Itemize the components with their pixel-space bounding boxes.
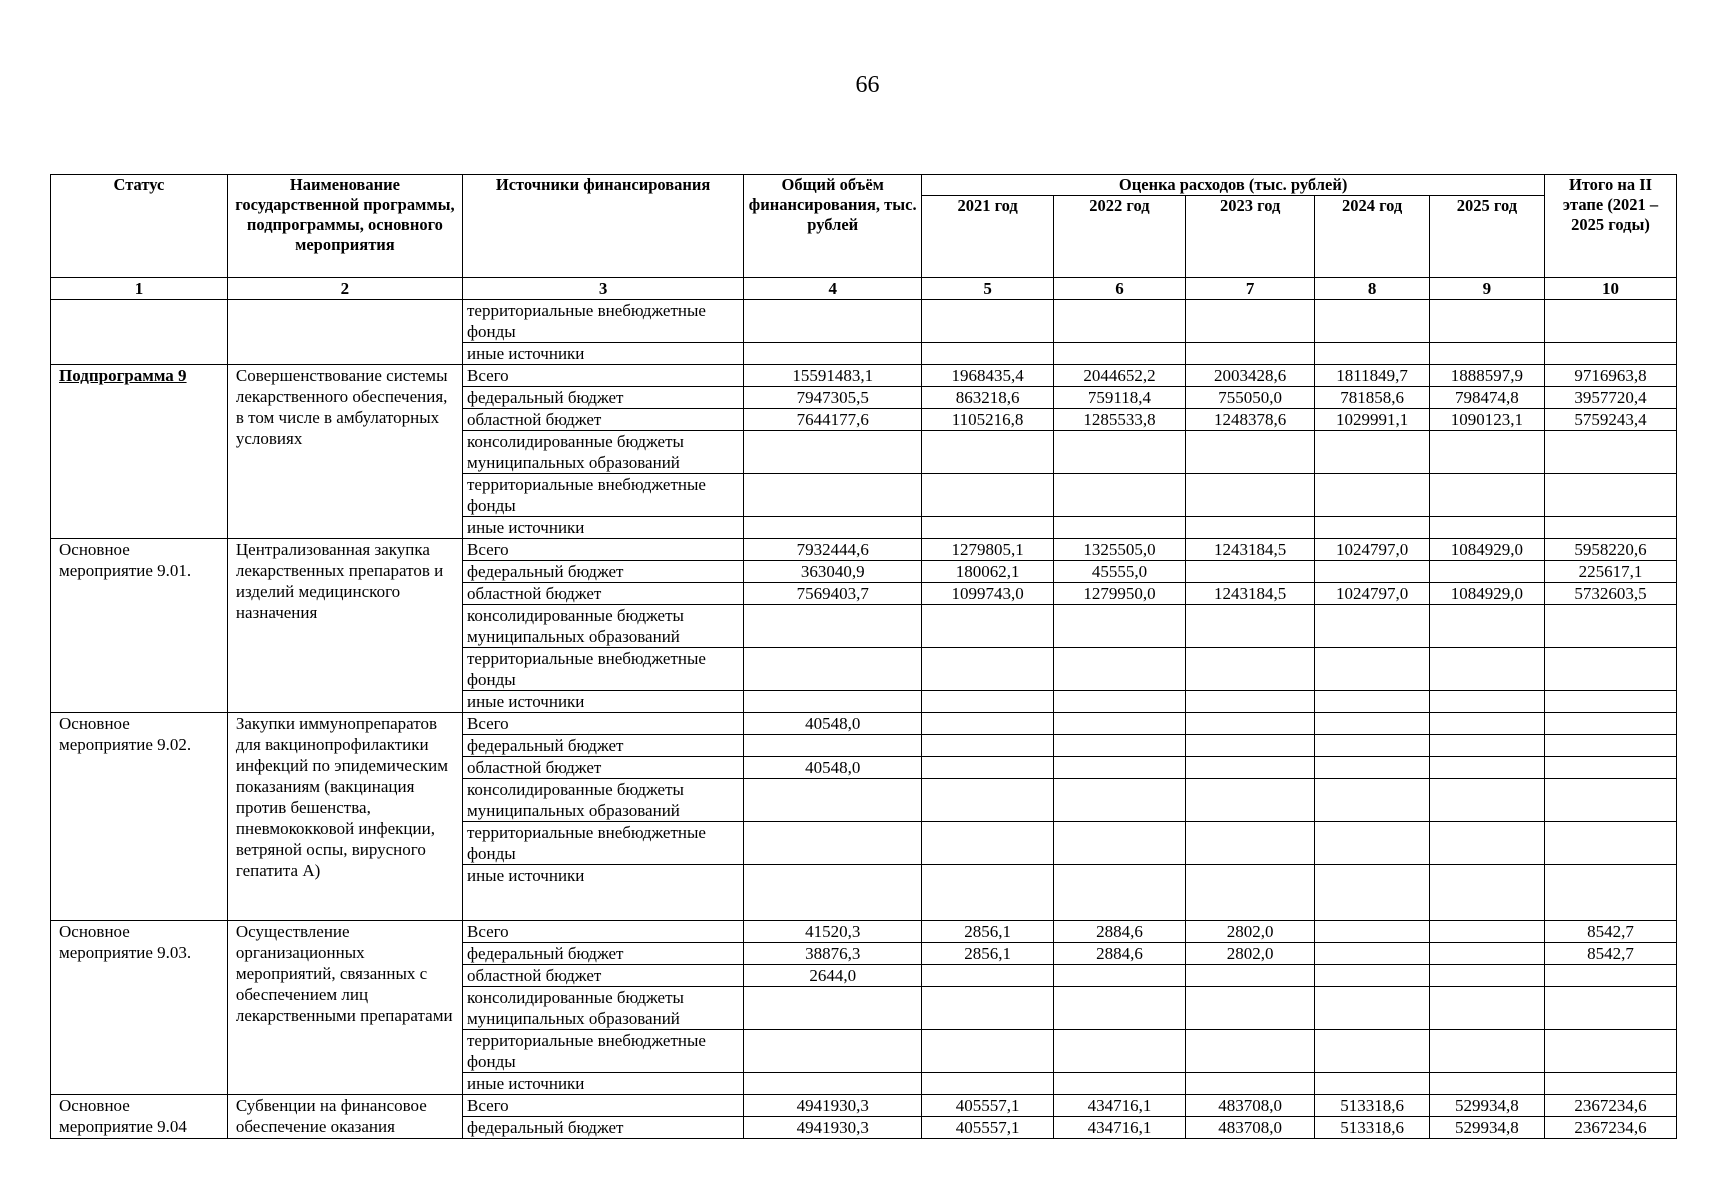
source-cell: Всего (462, 713, 743, 735)
value-cell: 15591483,1 (744, 365, 922, 387)
value-cell: 513318,6 (1315, 1117, 1429, 1139)
value-cell (1054, 757, 1186, 779)
value-cell (1545, 779, 1677, 822)
value-cell (1545, 648, 1677, 691)
value-cell: 2802,0 (1185, 943, 1315, 965)
status-cell (51, 921, 228, 1095)
source-cell: консолидированные бюджеты муниципальных образований (462, 605, 743, 648)
value-cell (1429, 713, 1544, 735)
table-body (51, 300, 1677, 1139)
value-cell (1315, 943, 1429, 965)
value-cell: 755050,0 (1185, 387, 1315, 409)
source-cell: Всего (462, 539, 743, 561)
value-cell (1429, 1073, 1544, 1095)
value-cell (1054, 648, 1186, 691)
value-cell (1429, 865, 1544, 921)
value-cell: 2884,6 (1054, 921, 1186, 943)
value-cell: 483708,0 (1185, 1095, 1315, 1117)
value-cell (1545, 517, 1677, 539)
value-cell: 4941930,3 (744, 1095, 922, 1117)
value-cell (1054, 605, 1186, 648)
value-cell (1429, 943, 1544, 965)
value-cell (1315, 757, 1429, 779)
value-cell: 1285533,8 (1054, 409, 1186, 431)
value-cell: 863218,6 (922, 387, 1054, 409)
value-cell (1545, 431, 1677, 474)
value-cell (744, 865, 922, 921)
value-cell (1429, 965, 1544, 987)
value-cell: 2802,0 (1185, 921, 1315, 943)
value-cell (1054, 517, 1186, 539)
value-cell (1315, 300, 1429, 343)
header-name: Наименование государственной программы, подпрограммы, основного мероприятия (227, 175, 462, 278)
value-cell: 405557,1 (922, 1095, 1054, 1117)
value-cell (922, 735, 1054, 757)
source-cell: иные источники (462, 343, 743, 365)
value-cell: 1888597,9 (1429, 365, 1544, 387)
value-cell: 2367234,6 (1545, 1117, 1677, 1139)
value-cell (1185, 561, 1315, 583)
value-cell (1429, 779, 1544, 822)
value-cell: 781858,6 (1315, 387, 1429, 409)
header-stage-total: Итого на II этапе (2021 – 2025 годы) (1545, 175, 1677, 278)
value-cell (1185, 474, 1315, 517)
value-cell (1545, 343, 1677, 365)
source-cell: территориальные внебюджетные фонды (462, 474, 743, 517)
value-cell (1185, 691, 1315, 713)
value-cell: 1243184,5 (1185, 539, 1315, 561)
value-cell (1429, 517, 1544, 539)
value-cell: 7947305,5 (744, 387, 922, 409)
value-cell: 1325505,0 (1054, 539, 1186, 561)
value-cell: 513318,6 (1315, 1095, 1429, 1117)
value-cell: 41520,3 (744, 921, 922, 943)
value-cell (1315, 822, 1429, 865)
value-cell: 225617,1 (1545, 561, 1677, 583)
value-cell (1054, 779, 1186, 822)
value-cell (922, 757, 1054, 779)
value-cell (744, 431, 922, 474)
value-cell: 40548,0 (744, 713, 922, 735)
column-number: 1 (51, 278, 228, 300)
value-cell (1185, 757, 1315, 779)
value-cell (1185, 1073, 1315, 1095)
status-cell (51, 365, 228, 539)
value-cell (922, 1030, 1054, 1073)
status-label: Основное мероприятие 9.01. (59, 540, 192, 580)
value-cell (1185, 735, 1315, 757)
value-cell (1054, 691, 1186, 713)
value-cell: 5732603,5 (1545, 583, 1677, 605)
status-label: Основное мероприятие 9.03. (59, 922, 192, 962)
value-cell (1185, 713, 1315, 735)
value-cell (1054, 474, 1186, 517)
name-cell: Закупки иммунопрепаратов для вакцинопрофилактики инфекций по эпидемическим показаниям (вакцинация против бешенства, пневмококковой инфекции, ветряной оспы, вирусного гепатита А) (227, 713, 462, 921)
name-cell: Осуществление организационных мероприятий, связанных с обеспечением лиц лекарственными препаратами (227, 921, 462, 1095)
header-estimate: Оценка расходов (тыс. рублей) (922, 175, 1545, 196)
value-cell (1054, 735, 1186, 757)
source-cell: консолидированные бюджеты муниципальных образований (462, 431, 743, 474)
source-cell: иные источники (462, 1073, 743, 1095)
value-cell (922, 300, 1054, 343)
value-cell (1315, 431, 1429, 474)
value-cell (922, 691, 1054, 713)
table-row (51, 1095, 1677, 1117)
column-number: 4 (744, 278, 922, 300)
value-cell (1429, 691, 1544, 713)
source-cell: иные источники (462, 517, 743, 539)
status-cell (51, 713, 228, 921)
source-cell: федеральный бюджет (462, 1117, 743, 1139)
value-cell (922, 987, 1054, 1030)
header-year-2023: 2023 год (1185, 196, 1315, 278)
value-cell: 2644,0 (744, 965, 922, 987)
value-cell (744, 1030, 922, 1073)
value-cell: 1090123,1 (1429, 409, 1544, 431)
value-cell (744, 474, 922, 517)
value-cell (1054, 965, 1186, 987)
value-cell (1315, 648, 1429, 691)
value-cell: 405557,1 (922, 1117, 1054, 1139)
value-cell (1429, 648, 1544, 691)
status-label: Подпрограмма 9 (59, 366, 187, 385)
name-cell: Совершенствование системы лекарственного обеспечения, в том числе в амбулаторных условиях (227, 365, 462, 539)
value-cell (1315, 517, 1429, 539)
value-cell (1545, 691, 1677, 713)
value-cell: 1105216,8 (922, 409, 1054, 431)
value-cell (922, 431, 1054, 474)
source-cell: федеральный бюджет (462, 735, 743, 757)
value-cell (744, 300, 922, 343)
value-cell (744, 987, 922, 1030)
value-cell (1054, 713, 1186, 735)
value-cell: 5958220,6 (1545, 539, 1677, 561)
table-row (51, 713, 1677, 735)
financing-table (50, 174, 1677, 1139)
value-cell (922, 965, 1054, 987)
value-cell (1185, 865, 1315, 921)
status-cell (51, 539, 228, 713)
value-cell (1185, 431, 1315, 474)
value-cell: 9716963,8 (1545, 365, 1677, 387)
value-cell (744, 779, 922, 822)
value-cell: 529934,8 (1429, 1095, 1544, 1117)
value-cell (1185, 517, 1315, 539)
value-cell (1315, 1073, 1429, 1095)
column-number: 7 (1185, 278, 1315, 300)
value-cell: 38876,3 (744, 943, 922, 965)
value-cell: 529934,8 (1429, 1117, 1544, 1139)
value-cell (1315, 474, 1429, 517)
value-cell: 483708,0 (1185, 1117, 1315, 1139)
value-cell (1429, 300, 1544, 343)
value-cell: 1029991,1 (1315, 409, 1429, 431)
header-year-2021: 2021 год (922, 196, 1054, 278)
header-year-2022: 2022 год (1054, 196, 1186, 278)
header-status: Статус (51, 175, 228, 278)
header-total: Общий объём финансирования, тыс. рублей (744, 175, 922, 278)
source-cell: территориальные внебюджетные фонды (462, 648, 743, 691)
value-cell (1429, 431, 1544, 474)
value-cell (1054, 300, 1186, 343)
source-cell: иные источники (462, 865, 743, 921)
value-cell: 5759243,4 (1545, 409, 1677, 431)
name-cell (227, 300, 462, 365)
value-cell (1545, 865, 1677, 921)
value-cell (1545, 987, 1677, 1030)
value-cell: 434716,1 (1054, 1095, 1186, 1117)
value-cell (744, 1073, 922, 1095)
value-cell (1429, 1030, 1544, 1073)
value-cell: 434716,1 (1054, 1117, 1186, 1139)
value-cell (1429, 822, 1544, 865)
value-cell: 2884,6 (1054, 943, 1186, 965)
source-cell: консолидированные бюджеты муниципальных образований (462, 779, 743, 822)
value-cell: 1084929,0 (1429, 583, 1544, 605)
value-cell: 40548,0 (744, 757, 922, 779)
column-number: 2 (227, 278, 462, 300)
value-cell (1054, 1030, 1186, 1073)
value-cell (1054, 987, 1186, 1030)
source-cell: федеральный бюджет (462, 387, 743, 409)
value-cell (1315, 735, 1429, 757)
value-cell (1054, 431, 1186, 474)
source-cell: иные источники (462, 691, 743, 713)
value-cell: 1099743,0 (922, 583, 1054, 605)
value-cell (1315, 561, 1429, 583)
name-cell: Централизованная закупка лекарственных препаратов и изделий медицинского назначения (227, 539, 462, 713)
column-number: 10 (1545, 278, 1677, 300)
value-cell (922, 1073, 1054, 1095)
value-cell (1545, 474, 1677, 517)
value-cell: 1811849,7 (1315, 365, 1429, 387)
value-cell: 2856,1 (922, 943, 1054, 965)
value-cell (1315, 921, 1429, 943)
value-cell (1545, 605, 1677, 648)
value-cell (1185, 987, 1315, 1030)
page-number: 66 (855, 72, 880, 98)
source-cell: областной бюджет (462, 583, 743, 605)
source-cell: федеральный бюджет (462, 561, 743, 583)
source-cell: территориальные внебюджетные фонды (462, 822, 743, 865)
value-cell (1054, 343, 1186, 365)
value-cell: 7932444,6 (744, 539, 922, 561)
value-cell (744, 822, 922, 865)
value-cell (1315, 343, 1429, 365)
column-number: 6 (1054, 278, 1186, 300)
source-cell: территориальные внебюджетные фонды (462, 1030, 743, 1073)
value-cell (744, 343, 922, 365)
value-cell (1315, 605, 1429, 648)
value-cell (922, 713, 1054, 735)
source-cell: областной бюджет (462, 757, 743, 779)
value-cell: 2044652,2 (1054, 365, 1186, 387)
value-cell (922, 517, 1054, 539)
source-cell: областной бюджет (462, 965, 743, 987)
status-label: Основное мероприятие 9.02. (59, 714, 192, 754)
value-cell (744, 735, 922, 757)
value-cell (1429, 561, 1544, 583)
value-cell: 1024797,0 (1315, 583, 1429, 605)
value-cell (1545, 1073, 1677, 1095)
value-cell (1429, 757, 1544, 779)
column-number: 5 (922, 278, 1054, 300)
table-row (51, 539, 1677, 561)
value-cell (1315, 965, 1429, 987)
value-cell: 1279950,0 (1054, 583, 1186, 605)
value-cell: 7569403,7 (744, 583, 922, 605)
source-cell: областной бюджет (462, 409, 743, 431)
value-cell (1185, 343, 1315, 365)
value-cell (1545, 822, 1677, 865)
value-cell (1054, 865, 1186, 921)
value-cell: 8542,7 (1545, 943, 1677, 965)
table-row (51, 365, 1677, 387)
value-cell (922, 605, 1054, 648)
source-cell: консолидированные бюджеты муниципальных образований (462, 987, 743, 1030)
value-cell (1429, 474, 1544, 517)
value-cell: 363040,9 (744, 561, 922, 583)
value-cell (1545, 300, 1677, 343)
value-cell: 1968435,4 (922, 365, 1054, 387)
value-cell (1315, 987, 1429, 1030)
value-cell (1545, 735, 1677, 757)
value-cell: 2003428,6 (1185, 365, 1315, 387)
value-cell (1545, 965, 1677, 987)
value-cell (1185, 648, 1315, 691)
value-cell: 1279805,1 (922, 539, 1054, 561)
value-cell (1545, 757, 1677, 779)
value-cell: 759118,4 (1054, 387, 1186, 409)
value-cell (1545, 1030, 1677, 1073)
value-cell (1429, 735, 1544, 757)
status-cell (51, 300, 228, 365)
column-numbers-row (51, 278, 1677, 300)
value-cell (1185, 779, 1315, 822)
value-cell (1315, 713, 1429, 735)
value-cell (1185, 300, 1315, 343)
value-cell (1429, 921, 1544, 943)
value-cell: 7644177,6 (744, 409, 922, 431)
value-cell: 2367234,6 (1545, 1095, 1677, 1117)
value-cell: 1024797,0 (1315, 539, 1429, 561)
value-cell: 3957720,4 (1545, 387, 1677, 409)
source-cell: федеральный бюджет (462, 943, 743, 965)
source-cell: Всего (462, 921, 743, 943)
value-cell: 1248378,6 (1185, 409, 1315, 431)
column-number: 3 (462, 278, 743, 300)
header-year-2025: 2025 год (1429, 196, 1544, 278)
status-cell (51, 1095, 228, 1139)
value-cell (1429, 605, 1544, 648)
value-cell (922, 648, 1054, 691)
source-cell: Всего (462, 365, 743, 387)
value-cell (1054, 822, 1186, 865)
value-cell (1185, 605, 1315, 648)
value-cell: 798474,8 (1429, 387, 1544, 409)
value-cell (1429, 343, 1544, 365)
table-row (51, 921, 1677, 943)
value-cell: 8542,7 (1545, 921, 1677, 943)
column-number: 8 (1315, 278, 1429, 300)
column-number: 9 (1429, 278, 1544, 300)
value-cell: 1243184,5 (1185, 583, 1315, 605)
value-cell (922, 865, 1054, 921)
value-cell: 45555,0 (1054, 561, 1186, 583)
value-cell: 1084929,0 (1429, 539, 1544, 561)
value-cell (922, 474, 1054, 517)
value-cell (744, 605, 922, 648)
header-sources: Источники финансирования (462, 175, 743, 278)
source-cell: территориальные внебюджетные фонды (462, 300, 743, 343)
status-label: Основное мероприятие 9.04 (59, 1096, 187, 1136)
value-cell (1315, 865, 1429, 921)
value-cell (1315, 691, 1429, 713)
value-cell (922, 822, 1054, 865)
value-cell (922, 343, 1054, 365)
value-cell (1315, 1030, 1429, 1073)
value-cell (744, 517, 922, 539)
value-cell (744, 691, 922, 713)
value-cell: 4941930,3 (744, 1117, 922, 1139)
value-cell (1185, 965, 1315, 987)
source-cell: Всего (462, 1095, 743, 1117)
value-cell (1185, 822, 1315, 865)
value-cell: 180062,1 (922, 561, 1054, 583)
value-cell (1185, 1030, 1315, 1073)
value-cell (1545, 713, 1677, 735)
value-cell (1054, 1073, 1186, 1095)
header-year-2024: 2024 год (1315, 196, 1429, 278)
value-cell (922, 779, 1054, 822)
table-row (51, 300, 1677, 343)
value-cell: 2856,1 (922, 921, 1054, 943)
value-cell (1429, 987, 1544, 1030)
name-cell: Субвенции на финансовое обеспечение оказания (227, 1095, 462, 1139)
value-cell (744, 648, 922, 691)
value-cell (1315, 779, 1429, 822)
